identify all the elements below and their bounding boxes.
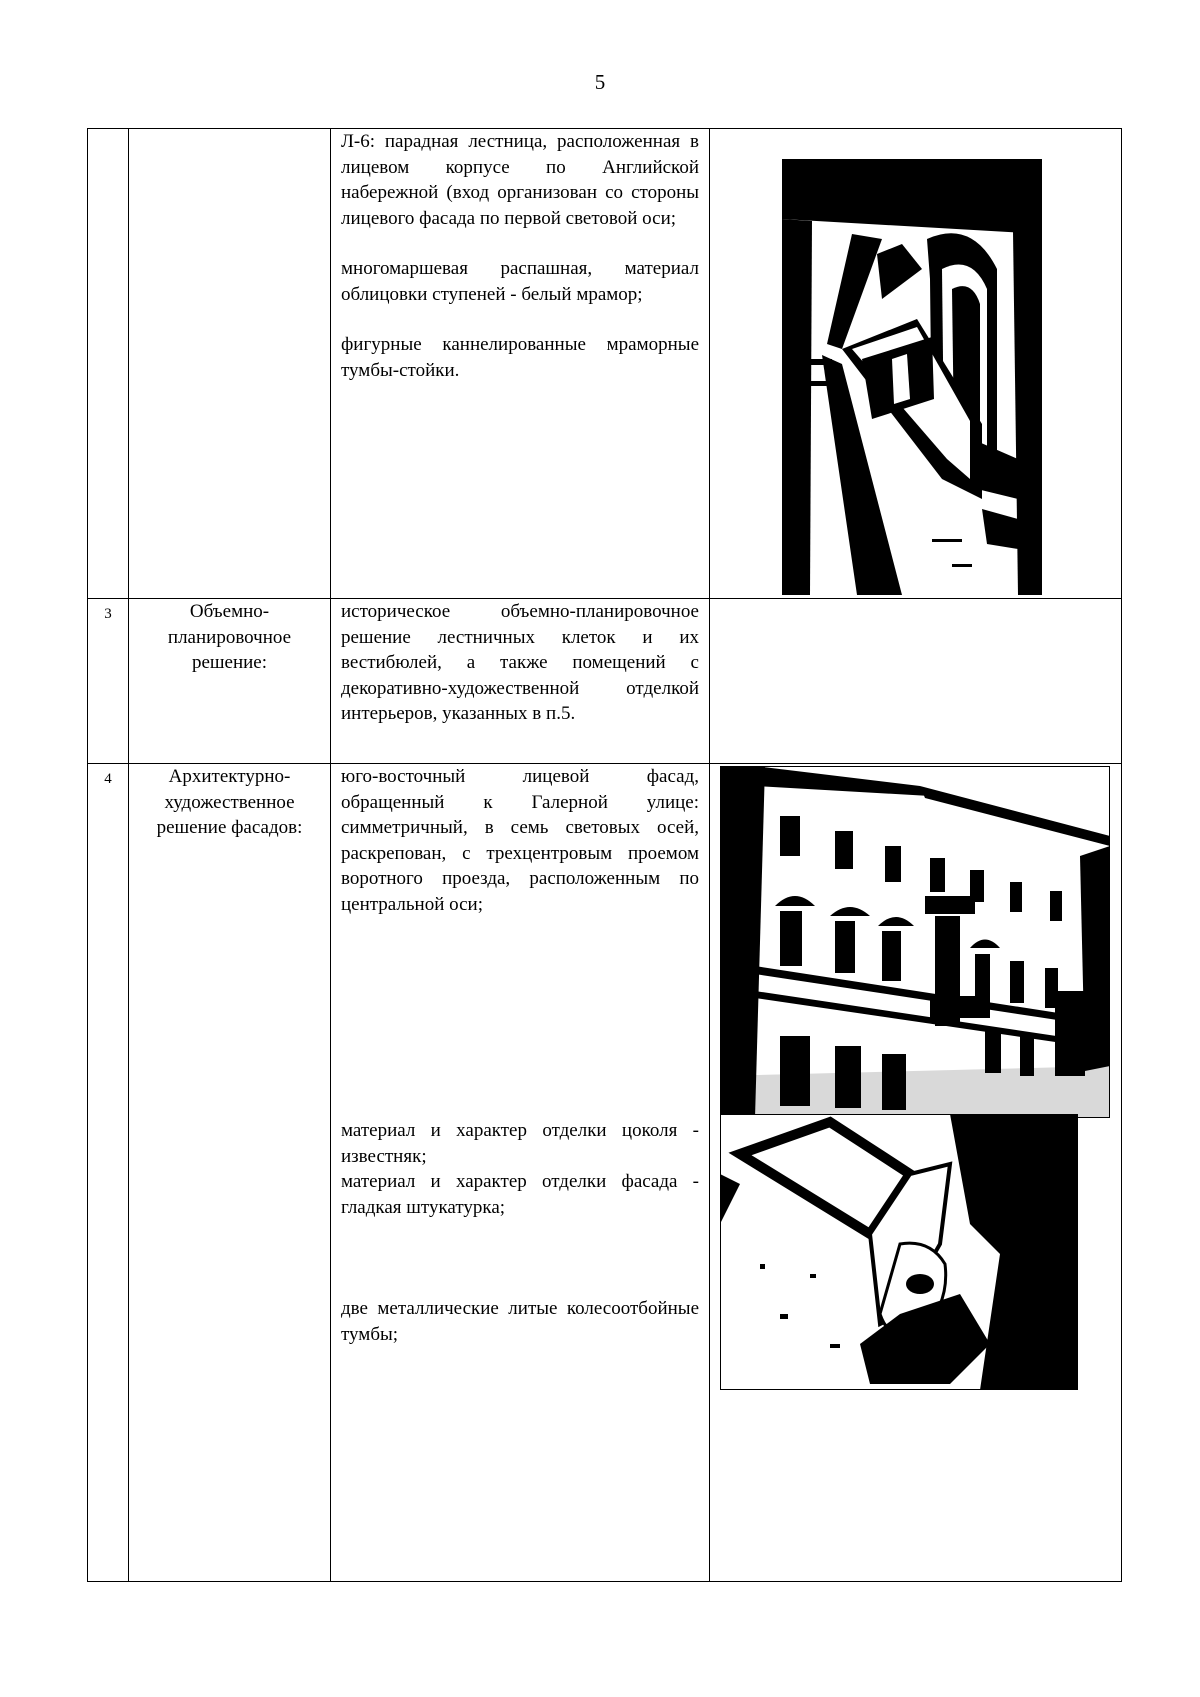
description-paragraph: две металлические литые колесоотбойные тумбы;: [341, 1298, 699, 1345]
row-description-cell: [331, 764, 710, 1582]
row-number-cell: 4: [88, 764, 129, 1582]
row-number-cell: [88, 129, 129, 599]
description-paragraph: многомаршевая распашная, материал облицовки ступеней - белый мрамор;: [341, 258, 699, 305]
table-row: [88, 764, 1122, 1582]
facade-photo: [720, 766, 1110, 1118]
row-image-cell: [710, 599, 1122, 764]
description-paragraph: фигурные каннелированные мраморные тумбы-стойки.: [341, 334, 699, 381]
row-description-cell: [331, 129, 710, 599]
row-name-cell: [129, 129, 331, 599]
page-number: 5: [594, 70, 606, 94]
monument-subject-table: [87, 128, 1122, 1582]
row-image-cell: [710, 764, 1122, 1582]
row-description-cell: [331, 599, 710, 764]
row-name-cell: Архитектурно-художественное решение фасадов:: [129, 764, 331, 1582]
staircase-photo: [782, 159, 1042, 595]
description-paragraph: юго-восточный лицевой фасад, обращенный к Галерной улице: симметричный, в семь световых осей, раскрепован, с трехцентровым проемом воротного проезда, расположенным по центральной оси;: [341, 766, 699, 915]
description-paragraph: Л-6: парадная лестница, расположенная в лицевом корпусе по Английской набережной (вход организован со стороны лицевого фасада по первой световой оси;: [341, 131, 699, 229]
row-name-cell: Объемно-планировочное решение:: [129, 599, 331, 764]
table-row: [88, 129, 1122, 599]
description-paragraph: историческое объемно-планировочное решение лестничных клеток и их вестибюлей, а также помещений с декоративно-художественной отделкой интерьеров, указанных в п.5.: [341, 601, 699, 724]
bollard-photo: [720, 1114, 1078, 1390]
description-paragraph: материал и характер отделки цоколя - известняк;: [341, 1120, 699, 1167]
row-number-cell: 3: [88, 599, 129, 764]
description-paragraph: материал и характер отделки фасада - гладкая штукатурка;: [341, 1171, 699, 1218]
table-row: [88, 599, 1122, 764]
row-image-cell: [710, 129, 1122, 599]
